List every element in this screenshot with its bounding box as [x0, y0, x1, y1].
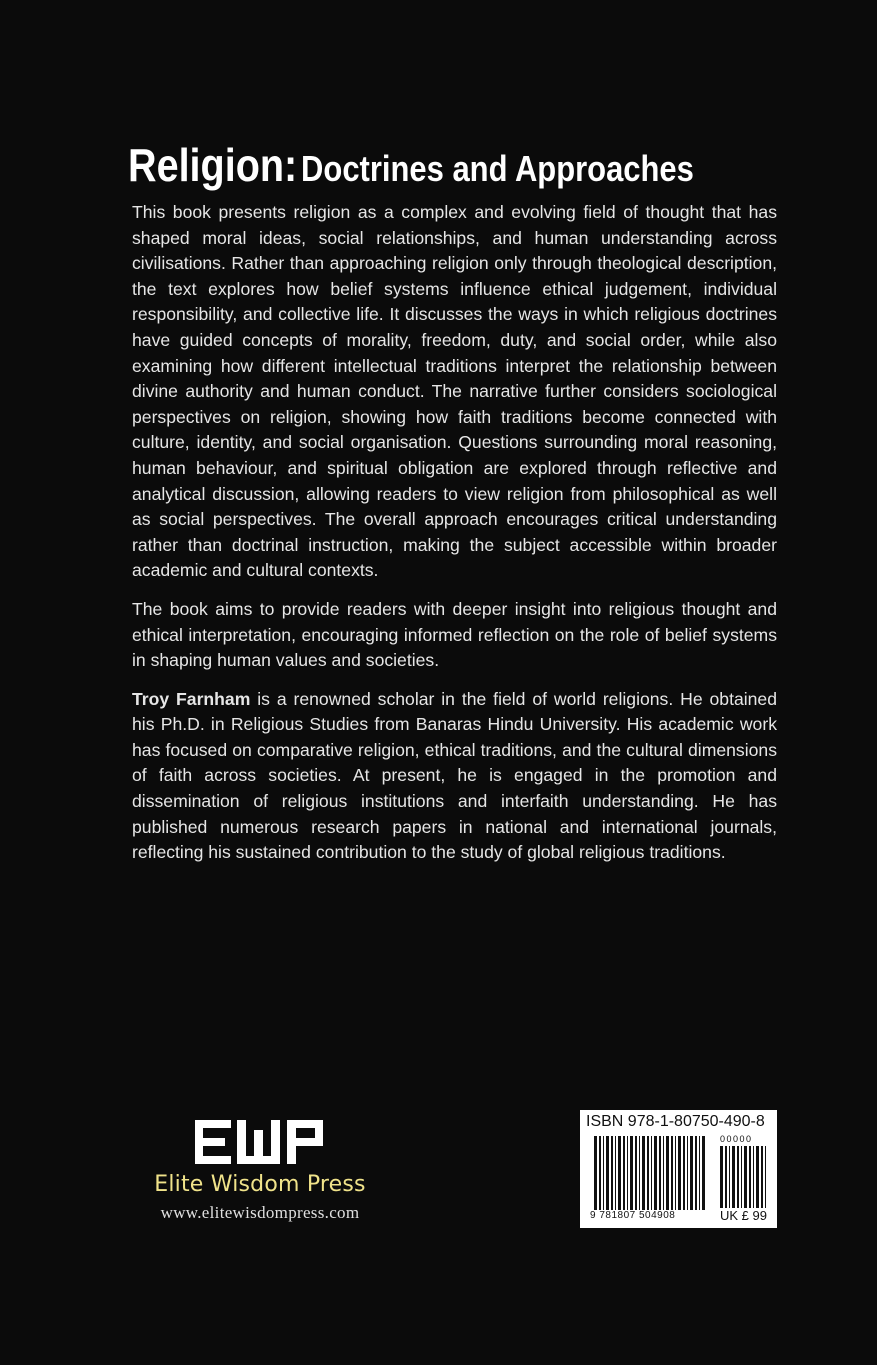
blurb-paragraph-2: The book aims to provide readers with deeper insight into religious thought and ethical interpretation, encouraging informed reflection on the role of belief systems in shaping human values and societies.	[132, 598, 777, 671]
price-label: UK £ 99	[720, 1208, 767, 1223]
title-subtitle: Doctrines and Approaches	[301, 148, 694, 189]
publisher-block	[120, 1120, 400, 1223]
title-main: Religion:	[128, 139, 298, 191]
author-bio-text: is a renowned scholar in the field of world religions. He obtained his Ph.D. in Religious Studies from Banaras Hindu University. His academic work has focused on comparative religion, ethical traditions, and the cultural dimensions of faith across societies. At present, he is engaged in the promotion and dissemination of religious institutions and interfaith understanding. He has published numerous research papers in national and international journals, reflecting his sustained contribution to the study of global religious traditions.	[132, 688, 777, 863]
isbn-label: ISBN 978-1-80750-490-8	[586, 1113, 765, 1130]
ewp-logo-icon	[195, 1120, 325, 1164]
publisher-name: Elite Wisdom Press	[154, 1172, 366, 1197]
barcode-digits: 9 781807 504908	[590, 1210, 676, 1221]
blurb	[132, 200, 777, 879]
book-title	[128, 138, 696, 192]
price-addon-code: 00000	[720, 1134, 753, 1144]
isbn-barcode	[580, 1110, 777, 1228]
publisher-url: www.elitewisdompress.com	[160, 1203, 360, 1222]
author-bio	[132, 687, 777, 866]
author-name: Troy Farnham	[132, 688, 251, 709]
blurb-paragraph-1: This book presents religion as a complex and evolving field of thought that has shaped moral ideas, social relationships, and human understanding across civilisations. Rather than approaching religion only through theological description, the text explores how belief systems influence ethical judgement, individual responsibility, and collective life. It discusses the ways in which religious doctrines have guided concepts of morality, freedom, duty, and social order, while also examining how different intellectual traditions interpret the relationship between divine authority and human conduct. The narrative further considers sociological perspectives on religion, showing how faith traditions become connected with culture, identity, and social organisation. Questions surrounding moral reasoning, human behaviour, and spiritual obligation are explored through reflective and analytical discussion, allowing readers to view religion from philosophical as well as social perspectives. The overall approach encourages critical understanding rather than doctrinal instruction, making the subject accessible within broader academic and cultural contexts.	[132, 202, 777, 581]
